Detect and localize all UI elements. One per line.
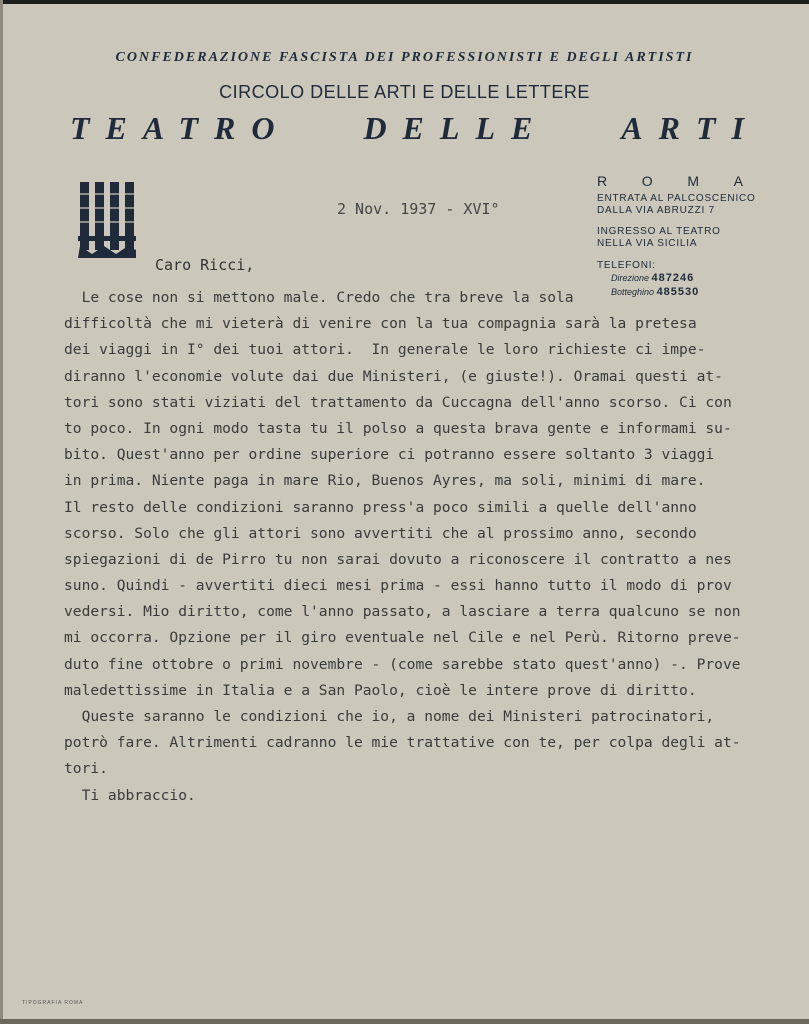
theatre-entry-street: NELLA VIA SICILIA bbox=[597, 238, 698, 249]
stage-entrance-street: DALLA VIA ABRUZZI 7 bbox=[597, 205, 716, 216]
letter-line: Ti abbraccio. bbox=[64, 786, 196, 804]
letter-line: Le cose non si mettono male. Credo che tra breve la sola bbox=[64, 289, 574, 306]
letter-salutation: Caro Ricci, bbox=[155, 256, 255, 274]
letter-line: tori. bbox=[64, 760, 108, 778]
phones-label: TELEFONI: bbox=[597, 260, 656, 271]
city-name bbox=[597, 173, 747, 189]
letter-line: Queste saranno le condizioni che io, a nome dei Ministeri patrocinatori, bbox=[64, 708, 715, 725]
theatre-title-word: ARTI bbox=[621, 110, 760, 146]
fasces-emblem-icon bbox=[78, 178, 138, 258]
letter-line: diranno l'economie volute dai due Ministeri, (e giuste!). Oramai questi at- bbox=[64, 367, 723, 385]
letter-body bbox=[64, 285, 779, 809]
letter-date: 2 Nov. 1937 - XVI° bbox=[337, 200, 500, 218]
stage-entrance-line: ENTRATA AL PALCOSCENICO bbox=[597, 193, 756, 204]
letter-line: in prima. Niente paga in mare Rio, Buenos Ayres, ma soli, minimi di mare. bbox=[64, 472, 706, 490]
phone-label: Direzione bbox=[611, 273, 650, 283]
letter-line: tori sono stati viziati del trattamento da Cuccagna dell'anno scorso. Ci con bbox=[64, 393, 732, 411]
theatre-entry-line: INGRESSO AL TEATRO bbox=[597, 226, 721, 237]
letter-line: maledettissime in Italia e a San Paolo, cioè le intere prove di diritto. bbox=[64, 681, 697, 699]
theatre-title bbox=[70, 110, 760, 147]
theatre-title-word: TEATRO bbox=[70, 110, 291, 146]
scan-top-edge bbox=[0, 0, 809, 4]
letter-line: mi occorra. Opzione per il giro eventuale nel Cile e nel Perù. Ritorno preve- bbox=[64, 629, 741, 647]
phone-label: Botteghino bbox=[611, 287, 655, 297]
letter-line: vedersi. Mio diritto, come l'anno passato, a lasciare a terra qualcuno se non bbox=[64, 603, 741, 621]
letter-line: scorso. Solo che gli attori sono avvertiti che al prossimo anno, secondo bbox=[64, 524, 697, 542]
city-letter: R bbox=[597, 173, 612, 189]
confederation-heading: CONFEDERAZIONE FASCISTA DEI PROFESSIONISTI E DEGLI ARTISTI bbox=[115, 50, 694, 65]
city-letter: A bbox=[733, 173, 747, 189]
address-block bbox=[597, 173, 756, 299]
theatre-title-word: DELLE bbox=[363, 110, 549, 146]
scan-left-edge bbox=[0, 0, 3, 1024]
phone-number: 485530 bbox=[656, 286, 700, 298]
city-letter: M bbox=[687, 173, 703, 189]
letter-line: dei viaggi in I° dei tuoi attori. In generale le loro richieste ci impe- bbox=[64, 341, 706, 359]
letter-line: duto fine ottobre o primi novembre - (come sarebbe stato quest'anno) -. Prove bbox=[64, 655, 741, 673]
letter-line: to poco. In ogni modo tasta tu il polso a questa brava gente e informami su- bbox=[64, 419, 732, 437]
circle-heading: CIRCOLO DELLE ARTI E DELLE LETTERE bbox=[219, 82, 590, 102]
phone-number: 487246 bbox=[651, 272, 695, 284]
letter-line: Il resto delle condizioni saranno press'a poco simili a quelle dell'anno bbox=[64, 498, 697, 516]
letter-line: suno. Quindi - avvertiti dieci mesi prima - essi hanno tutto il modo di prov bbox=[64, 577, 732, 595]
letter-line: difficoltà che mi vieterà di venire con la tua compagnia sarà la pretesa bbox=[64, 315, 697, 333]
letter-line: potrò fare. Altrimenti cadranno le mie trattative con te, per colpa degli at- bbox=[64, 734, 741, 752]
printer-mark: TIPOGRAFIA ROMA bbox=[22, 1000, 84, 1006]
letter-line: bito. Quest'anno per ordine superiore ci potranno essere soltanto 3 viaggi bbox=[64, 446, 715, 464]
phone-line-direzione bbox=[611, 271, 747, 285]
city-letter: O bbox=[641, 173, 657, 189]
letter-line: spiegazioni di de Pirro tu non sarai dovuto a riconoscere il contratto a nes bbox=[64, 550, 732, 568]
scan-bottom-edge bbox=[0, 1019, 809, 1024]
